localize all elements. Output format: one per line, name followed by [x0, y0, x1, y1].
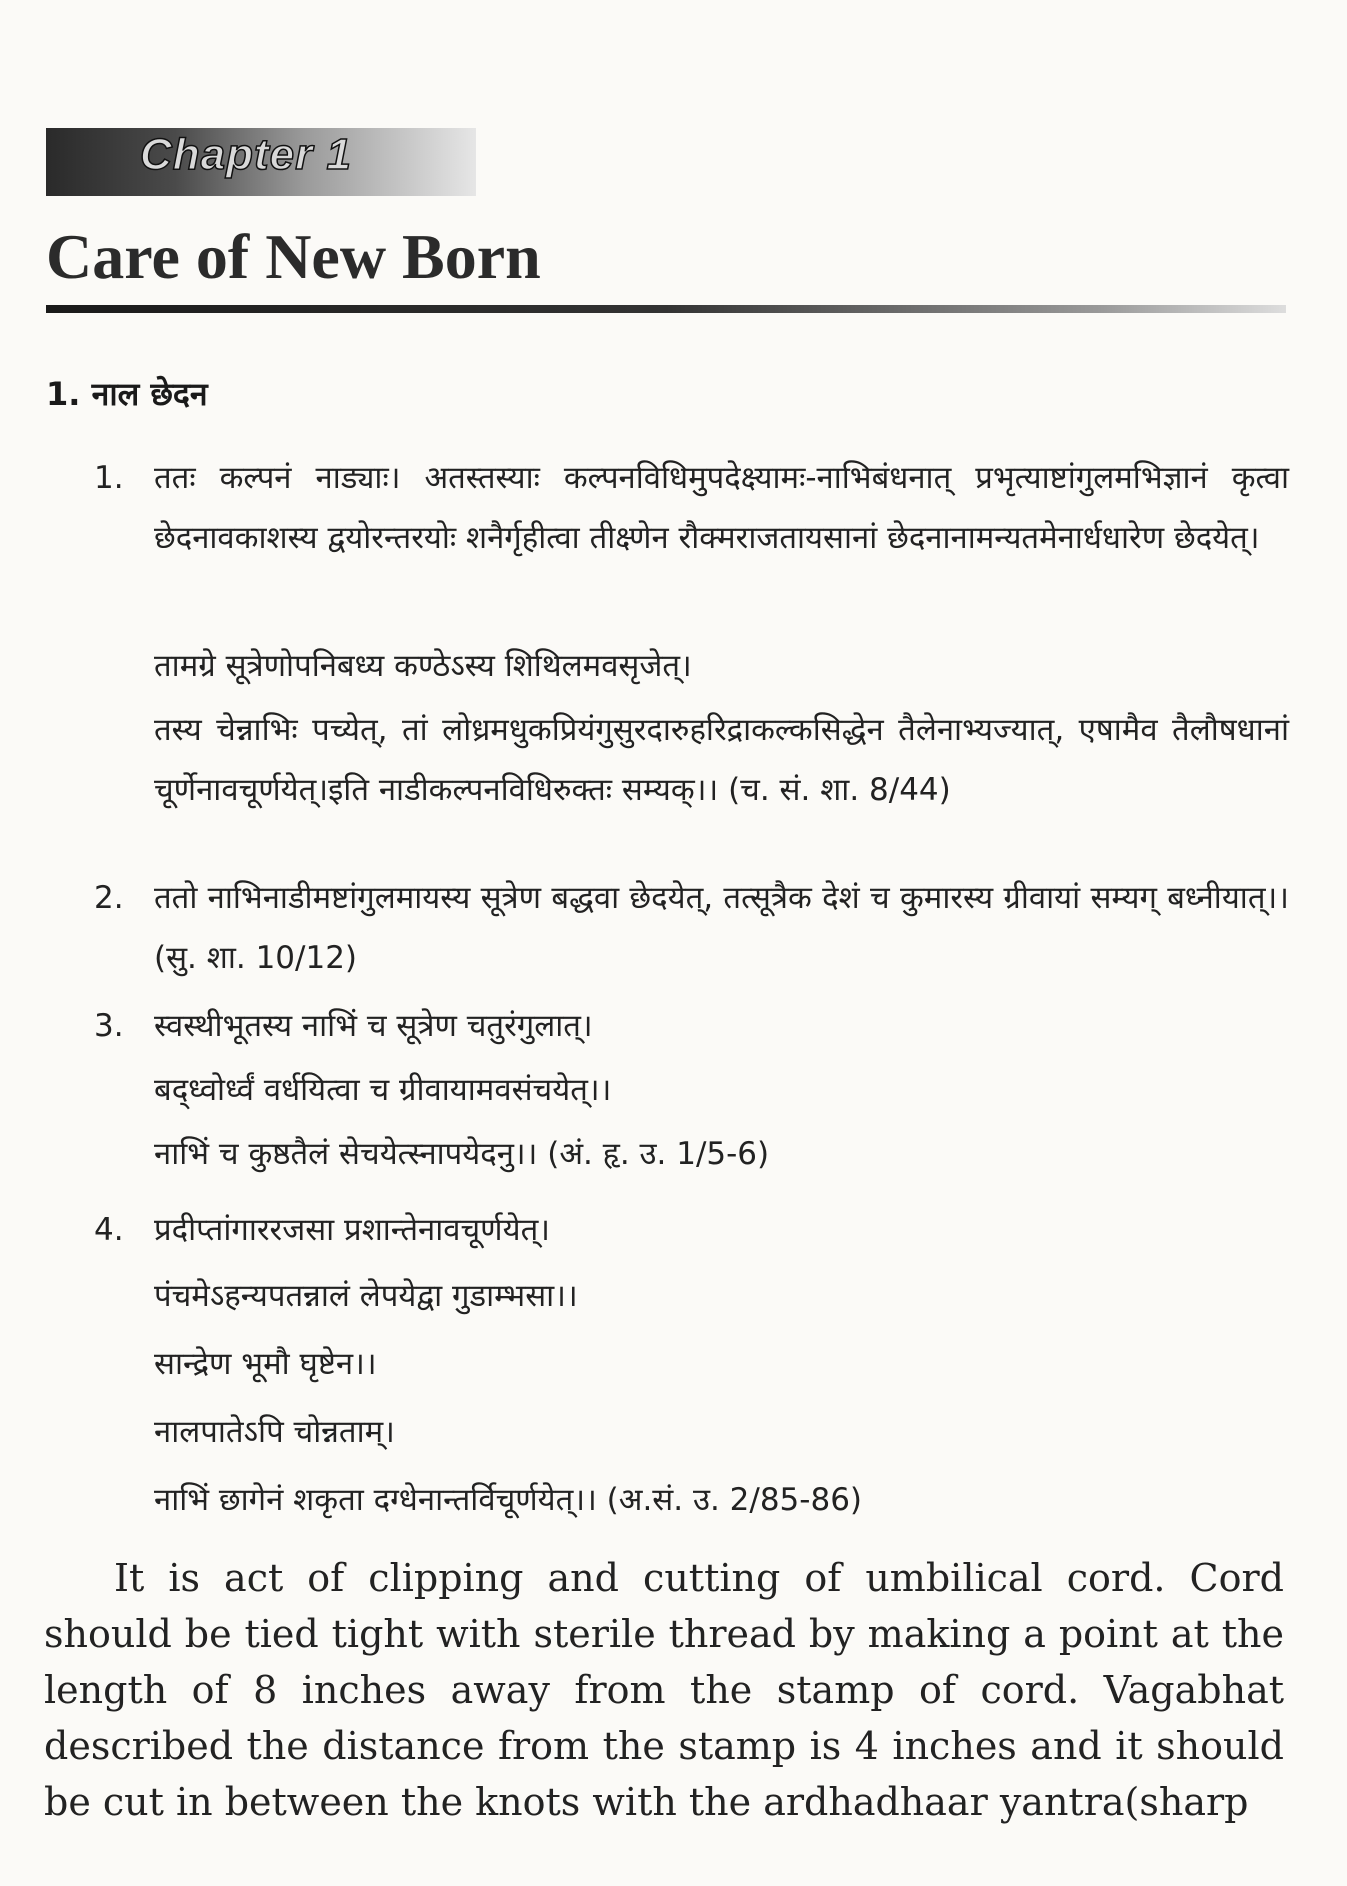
- verse-line: नाभिं छागेनं शकृता दग्धेनान्तर्विचूर्णयेत्।। (अ.सं. उ. 2/85-86): [154, 1482, 863, 1518]
- verse-line: स्वस्थीभूतस्य नाभिं च सूत्रेण चतुरंगुलात्।: [154, 1008, 593, 1044]
- chapter-label: Chapter 1: [140, 130, 352, 179]
- verse-line: पंचमेऽहन्यपतन्नालं लेपयेद्वा गुडाम्भसा।।: [154, 1278, 578, 1314]
- verse-line: प्रदीप्तांगाररजसा प्रशान्तेनावचूर्णयेत्।: [154, 1212, 550, 1248]
- title-rule: [46, 305, 1286, 313]
- section-heading: 1. नाल छेदन: [46, 375, 208, 413]
- verse-line: नालपातेऽपि चोन्नताम्।: [154, 1414, 395, 1450]
- verse-line: ततो नाभिनाडीमष्टांगुलमायस्य सूत्रेण बद्धवा छेदयेत्, तत्सूत्रैक देशं च कुमारस्य ग्रीवायां सम्यग् बध्नीयात्।। (सु. शा. 10/12): [154, 880, 1289, 976]
- verse-line: नाभिं च कुष्ठतैलं सेचयेत्स्नापयेदनु।। (अं. हृ. उ. 1/5-6): [154, 1136, 770, 1172]
- verse-line: सान्द्रेण भूमौ घृष्टेन।।: [154, 1346, 377, 1382]
- verse-number: 1.: [94, 460, 124, 496]
- verse-line: तामग्रे सूत्रेणोपनिबध्य कण्ठेऽस्य शिथिलमवसृजेत्।: [154, 648, 692, 684]
- verse-number: 4.: [94, 1212, 124, 1248]
- verse-line: तस्य चेन्नाभिः पच्येत्, तां लोध्रमधुकप्रियंगुसुरदारुहरिद्राकल्कसिद्धेन तैलेनाभ्यज्यात्, एषामैव तैलौषधानां चूर्णेनावचूर्णयेत्।इति नाडीकल्पनविधिरुक्तः सम्यक्।। (च. सं. शा. 8/44): [154, 712, 1289, 808]
- body-paragraph: It is act of clipping and cutting of umbilical cord. Cord should be tied tight with sterile thread by making a point at the length of 8 inches away from the stamp of cord. Vagabhat described the distance from the stamp is 4 inches and it should be cut in between the knots with the ardhadhaar yantra(sharp: [44, 1556, 1284, 1824]
- verse-line: बद्ध्वोर्ध्वं वर्धयित्वा च ग्रीवायामवसंचयेत्।।: [154, 1072, 612, 1108]
- chapter-title: Care of New Born: [46, 221, 541, 292]
- verse-number: 2.: [94, 880, 124, 916]
- verse-line: ततः कल्पनं नाड्याः। अतस्तस्याः कल्पनविधिमुपदेक्ष्यामः-नाभिबंधनात् प्रभृत्याष्टांगुलमभिज्ञानं कृत्वा छेदनावकाशस्य द्वयोरन्तरयोः शनैर्गृहीत्वा तीक्ष्णेन रौक्मराजतायसानां छेदनानामन्यतमेनार्धधारेण छेदयेत्।: [154, 460, 1289, 556]
- verse-number: 3.: [94, 1008, 124, 1044]
